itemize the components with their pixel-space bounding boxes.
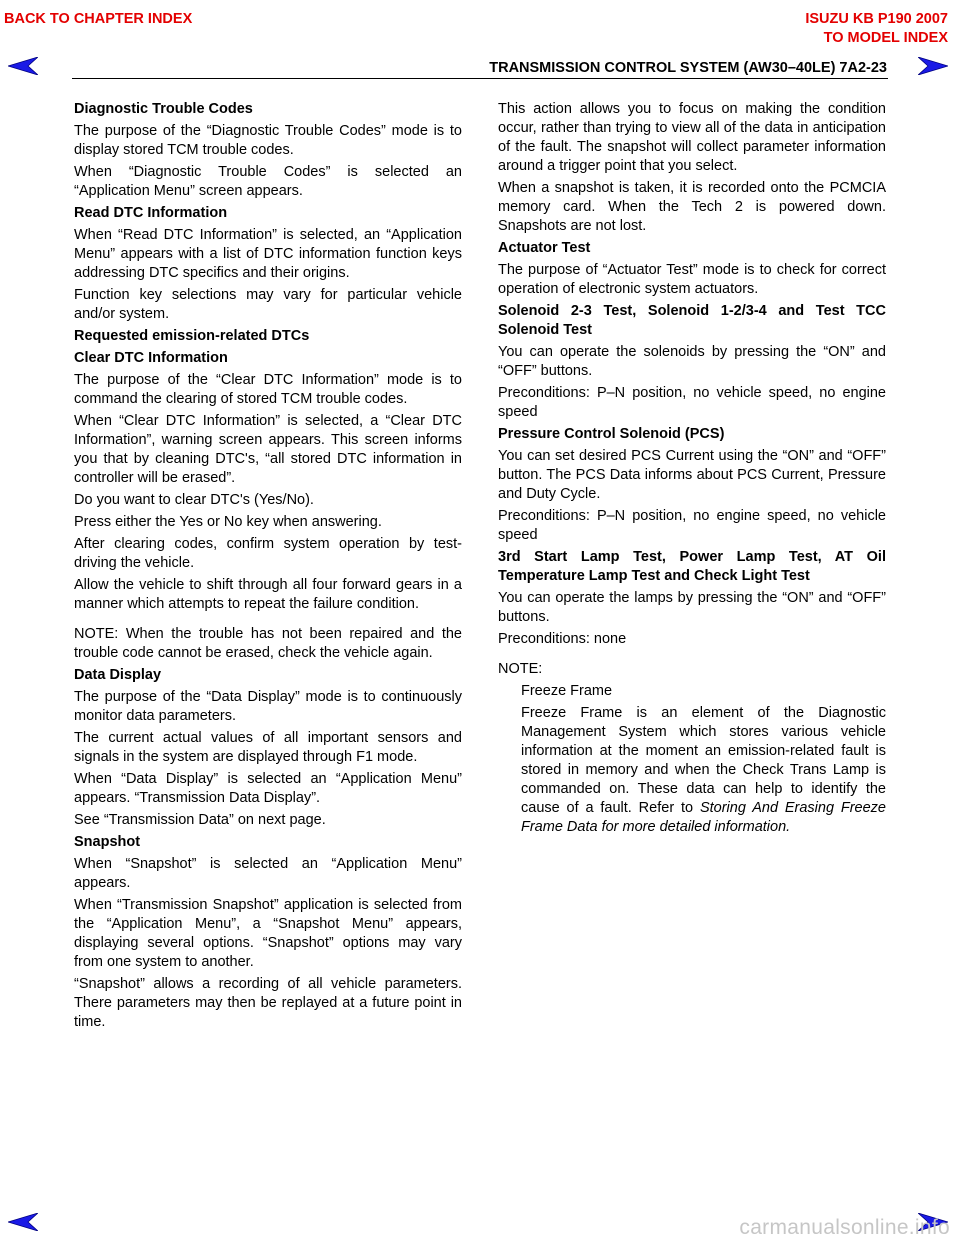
freeze-frame-reference: Storing And Erasing Freeze Frame Data for more detailed information. — [521, 800, 886, 835]
watermark: carmanualsonline.info — [739, 1216, 950, 1239]
paragraph: Function key selections may vary for particular vehicle and/or system. — [74, 287, 462, 322]
paragraph: Press either the Yes or No key when answering. — [74, 514, 382, 530]
paragraph: You can operate the solenoids by pressing the “ON” and “OFF” buttons. — [498, 344, 886, 379]
paragraph: Do you want to clear DTC's (Yes/No). — [74, 492, 314, 508]
left-column — [74, 100, 462, 1035]
heading-clear-dtc-information: Clear DTC Information — [74, 350, 228, 366]
freeze-frame-paragraph — [498, 704, 886, 837]
prev-page-arrow-icon[interactable] — [8, 57, 38, 75]
paragraph: This action allows you to focus on making the condition occur, rather than trying to view all of the data in anticipation of the fault. The snapshot will collect parameter information around a trigger point that you select. — [498, 101, 886, 174]
paragraph: When a snapshot is taken, it is recorded onto the PCMCIA memory card. When the Tech 2 is powered down. Snapshots are not lost. — [498, 180, 886, 234]
paragraph: After clearing codes, confirm system operation by test-driving the vehicle. — [74, 536, 462, 571]
paragraph: When “Transmission Snapshot” application is selected from the “Application Menu”, a “Snapshot Menu” appears, displaying several options. “Snapshot” options may vary from one system to another. — [74, 897, 462, 970]
paragraph: The current actual values of all important sensors and signals in the system are displayed through F1 mode. — [74, 730, 462, 765]
note-paragraph: NOTE: When the trouble has not been repaired and the trouble code cannot be erased, check the vehicle again. — [74, 626, 462, 661]
paragraph: The purpose of the “Diagnostic Trouble Codes” mode is to display stored TCM trouble codes. — [74, 123, 462, 158]
paragraph: The purpose of the “Data Display” mode is to continuously monitor data parameters. — [74, 689, 462, 724]
prev-page-arrow-bottom-icon[interactable] — [8, 1213, 38, 1231]
page-header-title: TRANSMISSION CONTROL SYSTEM (AW30–40LE) 7A2-23 — [489, 60, 887, 76]
header-divider — [72, 78, 888, 79]
paragraph: The purpose of “Actuator Test” mode is to check for correct operation of electronic system actuators. — [498, 262, 886, 297]
freeze-frame-text: Freeze Frame is an element of the Diagnostic Management System which stores various vehicle information at the moment an emission-related fault is stored in memory and when the Check Trans Lamp is commanded on. These data can help to identify the cause of a fault. Refer to — [521, 705, 886, 816]
heading-lamp-tests: 3rd Start Lamp Test, Power Lamp Test, AT Oil Temperature Lamp Test and Check Light Test — [498, 549, 886, 584]
paragraph: You can operate the lamps by pressing the “ON” and “OFF” buttons. — [498, 590, 886, 625]
paragraph: You can set desired PCS Current using the “ON” and “OFF” button. The PCS Data informs about PCS Current, Pressure and Duty Cycle. — [498, 448, 886, 502]
paragraph: When “Read DTC Information” is selected, an “Application Menu” appears with a list of DTC information function keys addressing DTC specifics and their origins. — [74, 227, 462, 281]
paragraph: The purpose of the “Clear DTC Information” mode is to command the clearing of stored TCM trouble codes. — [74, 372, 462, 407]
paragraph: Preconditions: P–N position, no engine speed, no vehicle speed — [498, 508, 886, 543]
heading-requested-emission-dtcs: Requested emission-related DTCs — [74, 328, 310, 344]
paragraph: Preconditions: none — [498, 631, 627, 647]
heading-diagnostic-trouble-codes: Diagnostic Trouble Codes — [74, 101, 253, 117]
heading-read-dtc-information: Read DTC Information — [74, 205, 228, 221]
freeze-frame-title: Freeze Frame — [521, 683, 613, 699]
heading-solenoid-test: Solenoid 2-3 Test, Solenoid 1-2/3-4 and Test TCC Solenoid Test — [498, 303, 886, 338]
heading-snapshot: Snapshot — [74, 834, 141, 850]
paragraph: When “Diagnostic Trouble Codes” is selected an “Application Menu” screen appears. — [74, 164, 462, 199]
back-to-chapter-index-link[interactable]: BACK TO CHAPTER INDEX — [4, 11, 193, 27]
paragraph: When “Data Display” is selected an “Application Menu” appears. “Transmission Data Display”. — [74, 771, 462, 806]
paragraph: Allow the vehicle to shift through all four forward gears in a manner which attempts to repeat the failure condition. — [74, 577, 462, 612]
model-title: ISUZU KB P190 2007 — [805, 11, 948, 27]
paragraph: When “Snapshot” is selected an “Application Menu” appears. — [74, 856, 462, 891]
paragraph: When “Clear DTC Information” is selected, a “Clear DTC Information”, warning screen appears. This screen informs you that by cleaning DTC's, “all stored DTC information in controller will be erased”. — [74, 413, 462, 486]
heading-pressure-control-solenoid: Pressure Control Solenoid (PCS) — [498, 426, 725, 442]
paragraph: Preconditions: P–N position, no vehicle speed, no engine speed — [498, 385, 886, 420]
heading-actuator-test: Actuator Test — [498, 240, 591, 256]
note-label: NOTE: — [498, 661, 543, 677]
heading-data-display: Data Display — [74, 667, 162, 683]
paragraph: “Snapshot” allows a recording of all vehicle parameters. There parameters may then be replayed at a future point in time. — [74, 976, 462, 1030]
right-column — [498, 100, 886, 840]
paragraph: See “Transmission Data” on next page. — [74, 812, 326, 828]
to-model-index-link[interactable]: TO MODEL INDEX — [823, 30, 948, 46]
next-page-arrow-icon[interactable] — [918, 57, 948, 75]
